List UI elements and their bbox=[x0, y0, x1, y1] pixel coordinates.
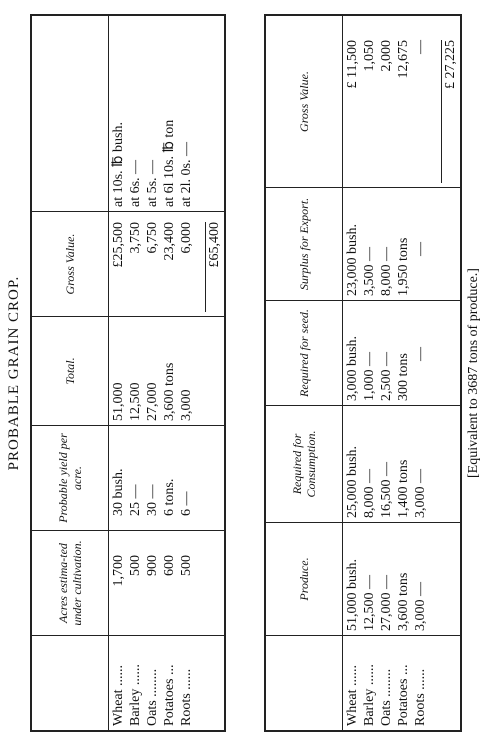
header-surplus: Surplus for Export. bbox=[265, 188, 343, 301]
rate-value: at 2l. 0s. — bbox=[179, 142, 194, 207]
gross-value: 2,000 bbox=[379, 40, 394, 72]
yield-value: 30 — bbox=[145, 484, 160, 516]
acres-value: 1,700 bbox=[111, 555, 126, 587]
seed-value: — bbox=[413, 347, 428, 361]
surplus-value: 3,500 — bbox=[362, 247, 377, 296]
produce-value: 51,000 bush. bbox=[345, 559, 360, 631]
gross-value: £25,500 bbox=[111, 222, 126, 268]
header-crop bbox=[31, 636, 109, 732]
total-value: 51,000 bbox=[111, 382, 126, 421]
yield-value: 6 tons. bbox=[162, 478, 177, 516]
rate-value: at 5s. — bbox=[145, 159, 160, 207]
data-row bbox=[109, 15, 226, 731]
seed-value: 1,000 — bbox=[362, 352, 377, 401]
gross-value: 3,750 bbox=[128, 222, 143, 254]
rate-value: at 6l 10s. ℔ ton bbox=[162, 119, 177, 207]
gross-value: 6,000 bbox=[179, 222, 194, 254]
crop-yield-table bbox=[30, 14, 226, 732]
yield-value: 6 — bbox=[179, 491, 194, 516]
crop-name: Roots ...... bbox=[413, 668, 428, 726]
seed-value: 2,500 — bbox=[379, 352, 394, 401]
seed-value: 300 tons bbox=[396, 353, 411, 401]
seed-value: 3,000 bush. bbox=[345, 336, 360, 401]
gross-value: 6,750 bbox=[145, 222, 160, 254]
crop-name: Oats ........ bbox=[145, 668, 160, 726]
header-total: Total. bbox=[31, 317, 109, 426]
consumption-value: 16,500 — bbox=[379, 462, 394, 518]
header-seed: Required for seed. bbox=[265, 301, 343, 406]
rate-column bbox=[109, 15, 226, 212]
consumption-value: 3,000 — bbox=[413, 469, 428, 518]
header-gross-value: Gross Value. bbox=[265, 15, 343, 188]
surplus-value: — bbox=[413, 242, 428, 256]
acres-column bbox=[109, 531, 226, 636]
surplus-value: 1,950 tons bbox=[396, 237, 411, 296]
crop-column bbox=[343, 636, 462, 732]
acres-value: 500 bbox=[128, 555, 143, 576]
total-value: 27,000 bbox=[145, 382, 160, 421]
acres-value: 500 bbox=[179, 555, 194, 576]
header-consumption: Required for Consumption. bbox=[265, 406, 343, 523]
produce-value: 3,000 — bbox=[413, 582, 428, 631]
crop-name: Potatoes ... bbox=[396, 664, 411, 726]
consumption-column bbox=[343, 406, 462, 523]
gross-value-total: £ 27,225 bbox=[441, 40, 459, 183]
seed-column bbox=[343, 301, 462, 406]
header-rate bbox=[31, 15, 109, 212]
header-produce: Produce. bbox=[265, 523, 343, 636]
produce-value: 27,000 — bbox=[379, 575, 394, 631]
crop-column bbox=[109, 636, 226, 732]
gross-total: £65,400 bbox=[205, 222, 223, 312]
acres-value: 600 bbox=[162, 555, 177, 576]
page-title: PROBABLE GRAIN CROP. bbox=[6, 275, 22, 471]
header-gross: Gross Value. bbox=[31, 212, 109, 317]
data-row bbox=[343, 15, 462, 731]
header-row bbox=[31, 15, 109, 731]
yield-column bbox=[109, 426, 226, 531]
total-value: 3,000 bbox=[179, 389, 194, 421]
rate-value: at 6s. — bbox=[128, 159, 143, 207]
crop-name: Oats ........ bbox=[379, 668, 394, 726]
crop-name: Roots ...... bbox=[179, 668, 194, 726]
surplus-value: 8,000 — bbox=[379, 247, 394, 296]
crop-name: Potatoes ... bbox=[162, 664, 177, 726]
gross-value: 12,675 bbox=[396, 40, 411, 79]
consumption-value: 8,000 — bbox=[362, 469, 377, 518]
crop-disposal-table bbox=[264, 14, 462, 732]
produce-value: 3,600 tons bbox=[396, 572, 411, 631]
header-acres: Acres estima-ted under cultivation. bbox=[31, 531, 109, 636]
gross-value: 1,050 bbox=[362, 40, 377, 72]
surplus-value: 23,000 bush. bbox=[345, 224, 360, 296]
consumption-value: 1,400 tons bbox=[396, 459, 411, 518]
consumption-value: 25,000 bush. bbox=[345, 446, 360, 518]
crop-name: Wheat ...... bbox=[111, 664, 126, 726]
gross-value: 23,400 bbox=[162, 222, 177, 261]
total-value: 12,500 bbox=[128, 382, 143, 421]
surplus-column bbox=[343, 188, 462, 301]
header-row bbox=[265, 15, 343, 731]
produce-value: 12,500 — bbox=[362, 575, 377, 631]
crop-name: Barley ...... bbox=[128, 664, 143, 726]
footnote: [Equivalent to 3687 tons of produce.] bbox=[466, 268, 481, 478]
crop-name: Wheat ...... bbox=[345, 664, 360, 726]
gross-value-column bbox=[343, 15, 462, 188]
header-crop bbox=[265, 636, 343, 732]
gross-value: £ 11,500 bbox=[345, 40, 360, 89]
header-yield: Probable yield per acre. bbox=[31, 426, 109, 531]
gross-value: — bbox=[413, 40, 428, 54]
total-value: 3,600 tons bbox=[162, 362, 177, 421]
total-column bbox=[109, 317, 226, 426]
acres-value: 900 bbox=[145, 555, 160, 576]
rate-value: at 10s. ℔ bush. bbox=[111, 122, 126, 207]
produce-column bbox=[343, 523, 462, 636]
gross-column bbox=[109, 212, 226, 317]
crop-name: Barley ...... bbox=[362, 664, 377, 726]
yield-value: 25 — bbox=[128, 484, 143, 516]
yield-value: 30 bush. bbox=[111, 468, 126, 516]
